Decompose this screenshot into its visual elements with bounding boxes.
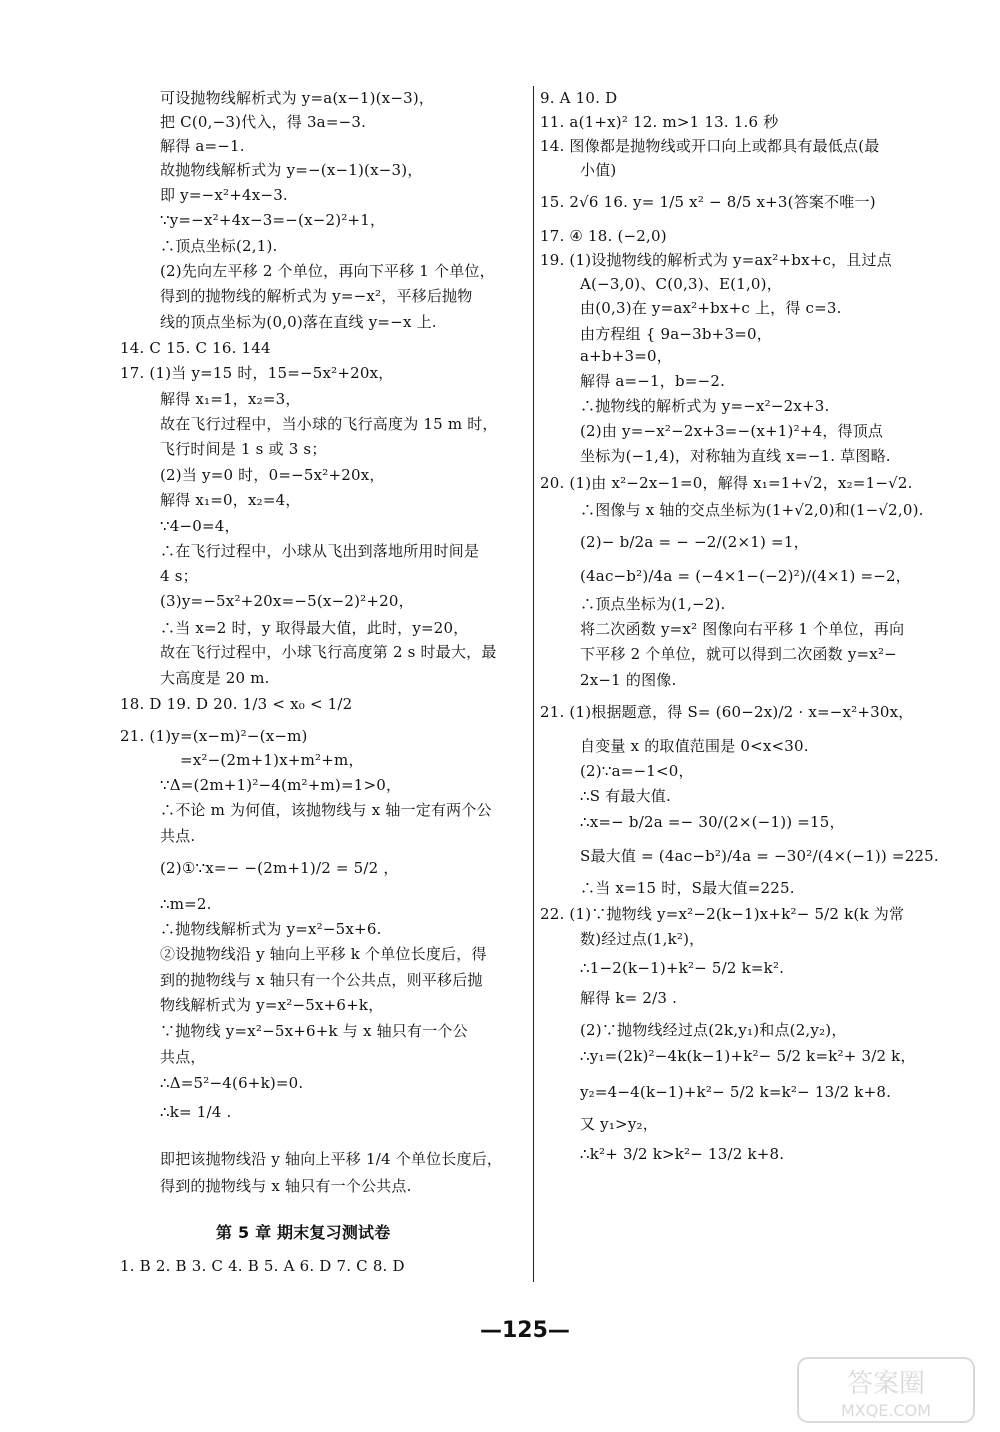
answer-line: 可设抛物线解析式为 y=a(x−1)(x−3)， — [160, 89, 435, 107]
answer-line: (3)y=−5x²+20x=−5(x−2)²+20， — [160, 592, 414, 610]
answer-line: ∴抛物线的解析式为 y=−x²−2x+3. — [580, 397, 830, 415]
answer-line: (2)当 y=0 时，0=−5x²+20x， — [160, 466, 385, 484]
answer-line: ∴顶点坐标(2,1). — [160, 237, 278, 255]
answer-line: 自变量 x 的取值范围是 0<x<30. — [580, 737, 809, 755]
answer-line: 下平移 2 个单位，就可以得到二次函数 y=x²− — [580, 645, 897, 663]
answer-line: 由(0,3)在 y=ax²+bx+c 上，得 c=3. — [580, 299, 842, 317]
answer-line: A(−3,0)、C(0,3)、E(1,0)， — [580, 275, 782, 293]
answer-line: ∴Δ=5²−4(6+k)=0. — [160, 1074, 304, 1092]
answer-line: (2)由 y=−x²−2x+3=−(x+1)²+4，得顶点 — [580, 422, 884, 440]
answer-line: 物线解析式为 y=x²−5x+6+k， — [160, 996, 384, 1014]
answer-line: ∴在飞行过程中，小球从飞出到落地所用时间是 — [160, 542, 480, 560]
answer-line: (2)①∵x=− −(2m+1)/2 = 5/2 ， — [160, 859, 399, 877]
answer-line: 15. 2√6 16. y= 1/5 x² − 8/5 x+3(答案不唯一) — [540, 193, 876, 211]
answer-line: ∵y=−x²+4x−3=−(x−2)²+1， — [160, 211, 386, 229]
answer-line: 20. (1)由 x²−2x−1=0，解得 x₁=1+√2，x₂=1−√2. — [540, 474, 913, 492]
answer-line: ∴图像与 x 轴的交点坐标为(1+√2,0)和(1−√2,0). — [580, 501, 924, 519]
answer-line: 14. C 15. C 16. 144 — [120, 339, 271, 357]
answer-line: (2)∵抛物线经过点(2k,y₁)和点(2,y₂)， — [580, 1021, 847, 1039]
answer-line: 线的顶点坐标为(0,0)落在直线 y=−x 上. — [160, 313, 437, 331]
answer-line: ∴当 x=15 时，S最大值=225. — [580, 879, 795, 897]
answer-line: ∴顶点坐标为(1,−2). — [580, 595, 726, 613]
answer-line: ②设抛物线沿 y 轴向上平移 k 个单位长度后，得 — [160, 945, 487, 963]
svg-text:答案圈: 答案圈 — [846, 1369, 926, 1399]
answer-line: (4ac−b²)/4a = (−4×1−(−2)²)/(4×1) =−2， — [580, 567, 912, 585]
answer-line: 数)经过点(1,k²)， — [580, 930, 705, 948]
answer-line: ∵抛物线 y=x²−5x+6+k 与 x 轴只有一个公 — [160, 1022, 468, 1040]
answer-line: 得到的抛物线与 x 轴只有一个公共点. — [160, 1177, 412, 1195]
answer-line: 11. a(1+x)² 12. m>1 13. 1.6 秒 — [540, 113, 779, 131]
answer-line: 共点， — [160, 1048, 206, 1066]
answer-line: a+b+3=0， — [580, 347, 672, 365]
answer-line: 即 y=−x²+4x−3. — [160, 186, 288, 204]
answer-line: y₂=4−4(k−1)+k²− 5/2 k=k²− 13/2 k+8. — [580, 1083, 892, 1101]
answer-line: 故在飞行过程中，当小球的飞行高度为 15 m 时， — [160, 415, 498, 433]
answer-line: ∵Δ=(2m+1)²−4(m²+m)=1>0， — [160, 776, 402, 794]
svg-text:MXQE.COM: MXQE.COM — [840, 1401, 932, 1420]
answer-line: 21. (1)y=(x−m)²−(x−m) — [120, 727, 308, 745]
answer-line: 解得 x₁=1，x₂=3， — [160, 390, 301, 408]
answer-line: 共点. — [160, 827, 196, 845]
page-number: —125— — [480, 1318, 570, 1343]
answer-line: 22. (1)∵抛物线 y=x²−2(k−1)x+k²− 5/2 k(k 为常 — [540, 905, 905, 923]
answer-line: 9. A 10. D — [540, 89, 618, 107]
answer-line: 到的抛物线与 x 轴只有一个公共点，则平移后抛 — [160, 971, 483, 989]
answer-line: ∴S 有最大值. — [580, 787, 671, 805]
answer-line: ∴1−2(k−1)+k²− 5/2 k=k². — [580, 959, 785, 977]
answer-line: 14. 图像都是抛物线或开口向上或都具有最低点(最 — [540, 137, 880, 155]
answer-line: 1. B 2. B 3. C 4. B 5. A 6. D 7. C 8. D — [120, 1257, 405, 1275]
answer-line: 解得 a=−1. — [160, 137, 245, 155]
answer-line: (2)先向左平移 2 个单位，再向下平移 1 个单位， — [160, 262, 495, 280]
section-heading: 第 5 章 期末复习测试卷 — [216, 1223, 391, 1242]
answer-line: 将二次函数 y=x² 图像向右平移 1 个单位，再向 — [580, 620, 905, 638]
answer-line: 19. (1)设抛物线的解析式为 y=ax²+bx+c，且过点 — [540, 251, 892, 269]
answer-line: (2)∵a=−1<0， — [580, 762, 694, 780]
answer-line: ∴m=2. — [160, 895, 212, 913]
answer-line: (2)− b/2a = − −2/(2×1) =1， — [580, 533, 809, 551]
answer-line: 飞行时间是 1 s 或 3 s； — [160, 440, 327, 458]
answer-line: 大高度是 20 m. — [160, 669, 270, 687]
watermark-logo — [796, 1356, 976, 1424]
answer-line: =x²−(2m+1)x+m²+m， — [180, 751, 364, 769]
answer-line: 解得 x₁=0，x₂=4， — [160, 491, 301, 509]
answer-line: 17. ④ 18. (−2,0) — [540, 227, 667, 245]
answer-line: ∴不论 m 为何值，该抛物线与 x 轴一定有两个公 — [160, 801, 492, 819]
answer-line: ∴k= 1/4 . — [160, 1103, 232, 1121]
answer-line: ∵4−0=4， — [160, 517, 240, 535]
answer-line: 故抛物线解析式为 y=−(x−1)(x−3)， — [160, 161, 423, 179]
answer-line: ∴y₁=(2k)²−4k(k−1)+k²− 5/2 k=k²+ 3/2 k， — [580, 1047, 916, 1065]
answer-line: 坐标为(−1,4)，对称轴为直线 x=−1. 草图略. — [580, 447, 891, 465]
answer-line: 小值) — [580, 161, 617, 179]
answer-line: ∴当 x=2 时，y 取得最大值，此时，y=20， — [160, 619, 469, 637]
answer-line: 解得 a=−1，b=−2. — [580, 372, 726, 390]
answer-line: S最大值 = (4ac−b²)/4a = −30²/(4×(−1)) =225. — [580, 847, 939, 865]
answer-line: 18. D 19. D 20. 1/3 < x₀ < 1/2 — [120, 695, 353, 713]
answer-line: 4 s； — [160, 567, 198, 585]
answer-line: 即把该抛物线沿 y 轴向上平移 1/4 个单位长度后， — [160, 1150, 503, 1168]
answer-line: 由方程组 { 9a−3b+3=0， — [580, 325, 772, 343]
answer-line: 故在飞行过程中，小球飞行高度第 2 s 时最大，最 — [160, 643, 497, 661]
answer-line: 解得 k= 2/3 . — [580, 989, 678, 1007]
answer-line: ∴x=− b/2a =− 30/(2×(−1)) =15， — [580, 813, 845, 831]
answer-line: 2x−1 的图像. — [580, 671, 677, 689]
answer-line: 又 y₁>y₂， — [580, 1115, 658, 1133]
answer-line: 把 C(0,−3)代入，得 3a=−3. — [160, 113, 367, 131]
answer-line: 21. (1)根据题意，得 S= (60−2x)/2 · x=−x²+30x， — [540, 703, 914, 721]
answer-line: ∴k²+ 3/2 k>k²− 13/2 k+8. — [580, 1145, 785, 1163]
answer-line: 17. (1)当 y=15 时，15=−5x²+20x， — [120, 364, 394, 382]
answer-line: 得到的抛物线的解析式为 y=−x²，平移后抛物 — [160, 287, 473, 305]
answer-line: ∴抛物线解析式为 y=x²−5x+6. — [160, 920, 382, 938]
column-divider — [533, 86, 534, 1282]
